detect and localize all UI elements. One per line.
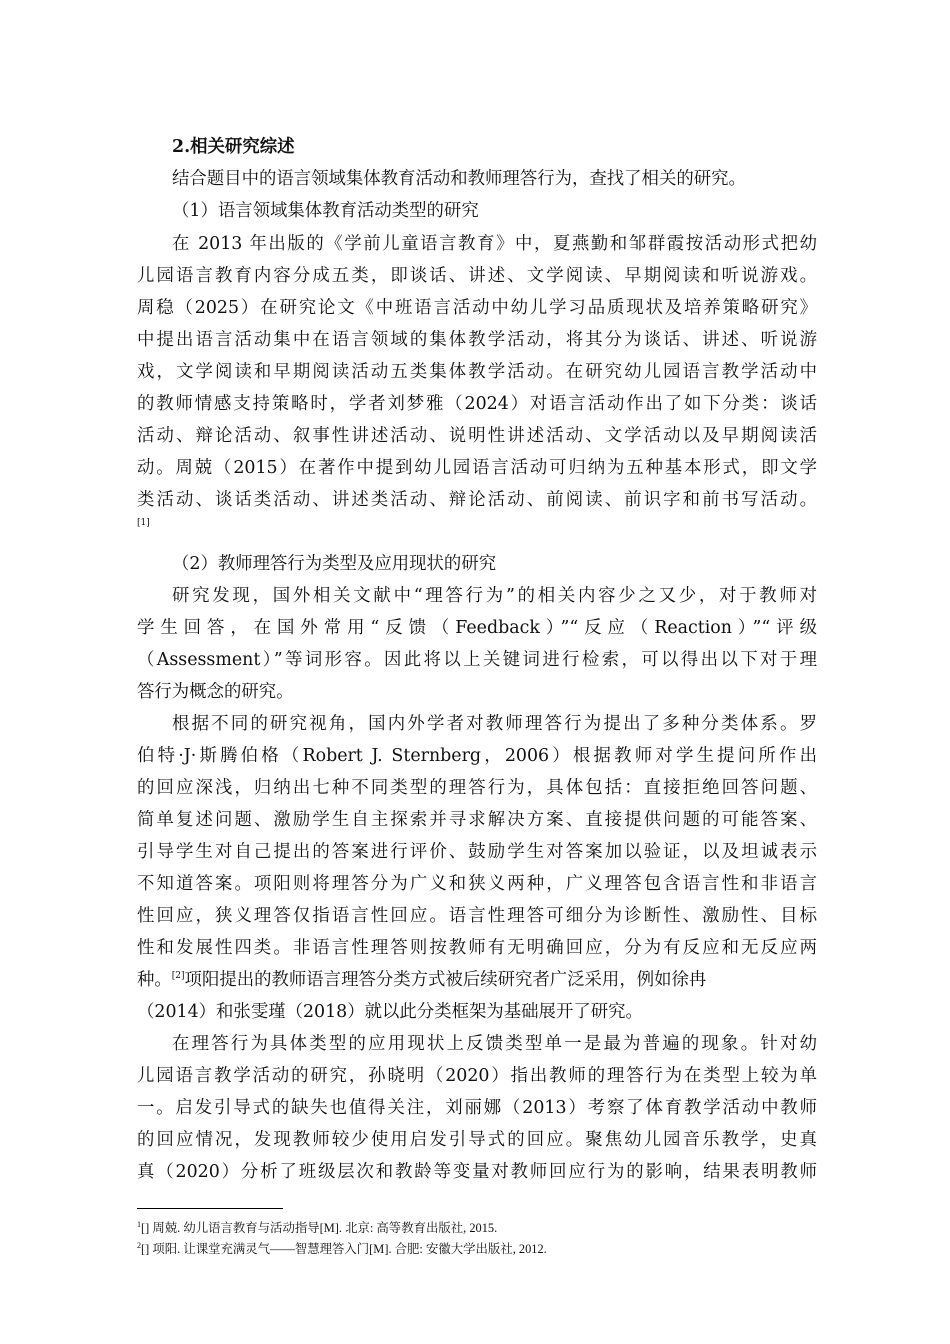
section-intro: 结合题目中的语言领域集体教育活动和教师理答行为，查找了相关的研究。 [172, 169, 746, 189]
paragraph-line: 活动、辩论活动、叙事性讲述活动、说明性讲述活动、文学活动以及早期阅读活 [137, 426, 817, 446]
section-heading: 2.相关研究综述 [172, 137, 295, 157]
paragraph-line: （2014）和张雯瑾（2018）就以此分类框架为基础展开了研究。 [137, 1002, 643, 1022]
paragraph-line: 的回应深浅，归纳出七种不同类型的理答行为，具体包括：直接拒绝回答问题、 [137, 778, 817, 798]
subsection-1-title: （1）语言领域集体教育活动类型的研究 [172, 201, 479, 221]
reference-mark-1: [1] [137, 518, 150, 528]
paragraph-line: 引导学生对自己提出的答案进行评价、鼓励学生对答案加以验证，以及坦诚表示 [137, 842, 817, 862]
paragraph-line: 答行为概念的研究。 [137, 682, 294, 702]
paragraph-line-with-ref [137, 970, 817, 990]
footnote-divider [137, 1208, 283, 1209]
paragraph-line: 根据不同的研究视角，国内外学者对教师理答行为提出了多种分类体系。罗 [172, 714, 817, 734]
footnote-text: [] 项阳. 让课堂充满灵气——智慧理答入门[M]. 合肥: 安徽大学出版社, 2012. [141, 1242, 547, 1257]
paragraph-line: 儿园语言教学活动的研究，孙晓明（2020）指出教师的理答行为在类型上较为单 [137, 1066, 817, 1086]
paragraph-line: （Assessment）”等词形容。因此将以上关键词进行检索，可以得出以下对于理 [137, 650, 817, 670]
text-fragment: 项阳提出的教师语言理答分类方式被后续研究者广泛采用，例如徐冉 [184, 970, 707, 990]
footnote-mark: 2 [137, 1241, 141, 1250]
footnote-mark: 1 [137, 1220, 141, 1229]
paragraph-line: 真（2020）分析了班级层次和教龄等变量对教师回应行为的影响，结果表明教师 [137, 1162, 817, 1182]
paragraph-line: 中提出语言活动集中在语言领域的集体教学活动，将其分为谈话、讲述、听说游 [137, 330, 817, 350]
footnote-2 [137, 1238, 547, 1257]
paragraph-line: 周稳（2025）在研究论文《中班语言活动中幼儿学习品质现状及培养策略研究》 [137, 298, 817, 318]
paragraph-line: 在理答行为具体类型的应用现状上反馈类型单一是最为普遍的现象。针对幼 [172, 1034, 817, 1054]
reference-mark-2: [2] [171, 971, 185, 982]
paragraph-line: 学生回答，在国外常用“反馈（Feedback）”“反应（Reaction）”“评级 [137, 618, 817, 638]
paragraph-line: 的教师情感支持策略时，学者刘梦雅（2024）对语言活动作出了如下分类：谈话 [137, 394, 817, 414]
footnote-text: [] 周兢. 幼儿语言教育与活动指导[M]. 北京: 高等教育出版社, 2015. [141, 1221, 498, 1236]
paragraph-line: 类活动、谈话类活动、讲述类活动、辩论活动、前阅读、前识字和前书写活动。 [137, 490, 817, 510]
paragraph-line: 简单复述问题、激励学生自主探索并寻求解决方案、直接提供问题的可能答案、 [137, 810, 817, 830]
paragraph-line: 一。启发引导式的缺失也值得关注，刘丽娜（2013）考察了体育教学活动中教师 [137, 1098, 817, 1118]
text-fragment: 种。 [137, 970, 172, 990]
paragraph-line: 的回应情况，发现教师较少使用启发引导式的回应。聚焦幼儿园音乐教学，史真 [137, 1130, 817, 1150]
paragraph-line: 研究发现，国外相关文献中“理答行为”的相关内容少之又少，对于教师对 [172, 586, 817, 606]
footnote-1 [137, 1217, 497, 1236]
subsection-2-title: （2）教师理答行为类型及应用现状的研究 [172, 554, 497, 574]
paragraph-line: 性和发展性四类。非语言性理答则按教师有无明确回应，分为有反应和无反应两 [137, 938, 817, 958]
paragraph-line: 性回应，狭义理答仅指语言性回应。语言性理答可细分为诊断性、激励性、目标 [137, 906, 817, 926]
paragraph-line: 戏，文学阅读和早期阅读活动五类集体教学活动。在研究幼儿园语言教学活动中 [137, 362, 817, 382]
paragraph-line: 儿园语言教育内容分成五类，即谈话、讲述、文学阅读、早期阅读和听说游戏。 [137, 266, 817, 286]
paragraph-line: 动。周兢（2015）在著作中提到幼儿园语言活动可归纳为五种基本形式，即文学 [137, 458, 817, 478]
paragraph-line: 伯特·J·斯腾伯格（Robert J. Sternberg，2006）根据教师对学生提问所作出 [137, 746, 817, 766]
paragraph-line: 不知道答案。项阳则将理答分为广义和狭义两种，广义理答包含语言性和非语言 [137, 874, 817, 894]
paragraph-line: 在 2013 年出版的《学前儿童语言教育》中，夏燕勤和邹群霞按活动形式把幼 [172, 234, 817, 254]
